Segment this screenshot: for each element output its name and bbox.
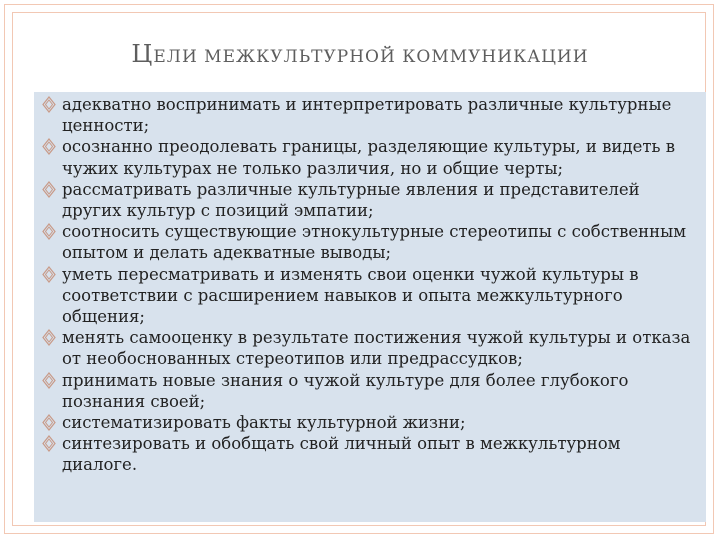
slide-title-rest: ЕЛИ МЕЖКУЛЬТУРНОЙ КОММУНИКАЦИИ <box>153 47 589 67</box>
list-item-text: адекватно воспринимать и интерпретировать различные культурные ценности; <box>62 95 672 136</box>
list-item-text: соотносить существующие этнокультурные стереотипы с собственным опытом и делать адекватные выводы; <box>62 222 687 263</box>
diamond-bullet-icon <box>42 266 56 283</box>
slide-title <box>0 40 720 68</box>
list-item <box>42 179 694 221</box>
list-item-text: рассматривать различные культурные явления и представителей других культур с позиций эмпатии; <box>62 179 640 221</box>
bullet-list <box>42 94 694 476</box>
diamond-bullet-icon <box>42 329 56 346</box>
diamond-bullet-icon <box>42 435 56 452</box>
content-panel <box>34 92 706 522</box>
list-item <box>42 136 694 178</box>
diamond-bullet-icon <box>42 372 56 389</box>
diamond-bullet-icon <box>42 414 56 431</box>
diamond-bullet-icon <box>42 223 56 240</box>
list-item <box>42 221 694 263</box>
slide-title-first-letter: Ц <box>131 40 154 68</box>
list-item-text: принимать новые знания о чужой культуре для более глубокого познания своей; <box>62 370 629 411</box>
list-item-text: менять самооценку в результате постижения чужой культуры и отказа от необоснованных стереотипов или предрассудков; <box>62 328 691 369</box>
list-item-text: синтезировать и обобщать свой личный опыт в межкультурном диалоге. <box>62 434 621 475</box>
list-item <box>42 264 694 328</box>
diamond-bullet-icon <box>42 96 56 113</box>
list-item-text: осознанно преодолевать границы, разделяющие культуры, и видеть в чужих культурах не только различия, но и общие черты; <box>62 137 675 178</box>
list-item <box>42 433 694 475</box>
list-item <box>42 412 694 433</box>
list-item <box>42 370 694 412</box>
list-item <box>42 327 694 369</box>
list-item <box>42 94 694 136</box>
diamond-bullet-icon <box>42 138 56 155</box>
list-item-text: систематизировать факты культурной жизни; <box>62 413 466 433</box>
list-item-text: уметь пересматривать и изменять свои оценки чужой культуры в соответствии с расширением навыков и опыта межкультурного общения; <box>62 264 639 327</box>
diamond-bullet-icon <box>42 181 56 198</box>
